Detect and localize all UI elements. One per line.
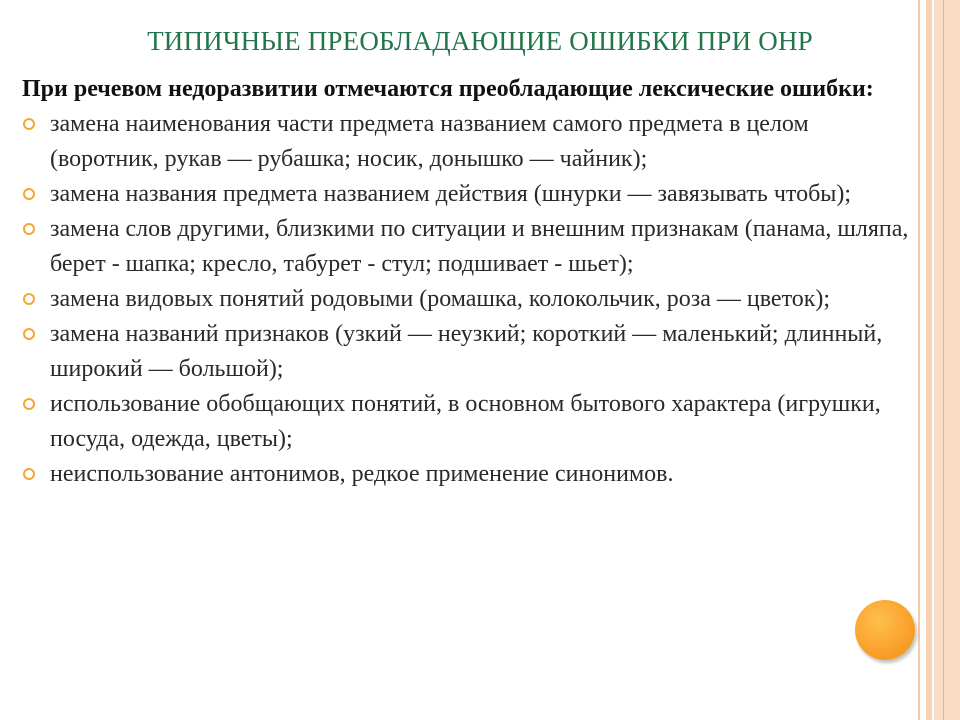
list-item: [20, 107, 915, 177]
list-item: [20, 282, 915, 317]
bullet-icon: [23, 398, 35, 410]
list-item: [20, 387, 915, 457]
bullet-icon: [23, 468, 35, 480]
lead-text: При речевом недоразвитии отмечаются преобладающие лексические ошибки:: [22, 76, 874, 102]
list-item-text: замена наименования части предмета названием самого предмета в целом (воротник, рукав — рубашка; носик, донышко — чайник);: [50, 111, 809, 172]
list-item: [20, 212, 915, 282]
stripe: [918, 0, 920, 720]
stripe: [926, 0, 932, 720]
list-item-text: неиспользование антонимов, редкое применение синонимов.: [50, 461, 674, 487]
bullet-icon: [23, 223, 35, 235]
bullet-icon: [23, 293, 35, 305]
list-item: [20, 317, 915, 387]
list-item-text: замена названия предмета названием действия (шнурки — завязывать чтобы);: [50, 181, 852, 207]
stripe: [934, 0, 960, 720]
bullet-icon: [23, 328, 35, 340]
list-item-text: замена слов другими, близкими по ситуации и внешним признакам (панама, шляпа, берет - шапка; кресло, табурет - стул; подшивает - шьет);: [50, 216, 909, 277]
bullet-icon: [23, 118, 35, 130]
stripe: [943, 0, 944, 720]
list-item-text: замена видовых понятий родовыми (ромашка, колокольчик, роза — цветок);: [50, 286, 831, 312]
list-item-text: замена названий признаков (узкий — неузкий; короткий — маленький; длинный, широкий — большой);: [50, 321, 883, 382]
list-item: [20, 177, 915, 212]
slide-title: ТИПИЧНЫЕ ПРЕОБЛАДАЮЩИЕ ОШИБКИ ПРИ ОНР: [147, 26, 813, 56]
error-list: [20, 107, 915, 492]
slide-content: [20, 72, 915, 492]
bullet-icon: [23, 188, 35, 200]
list-item: [20, 457, 915, 492]
list-item-text: использование обобщающих понятий, в основном бытового характера (игрушки, посуда, одежда, цветы);: [50, 391, 881, 452]
orange-circle-icon: [855, 600, 915, 660]
